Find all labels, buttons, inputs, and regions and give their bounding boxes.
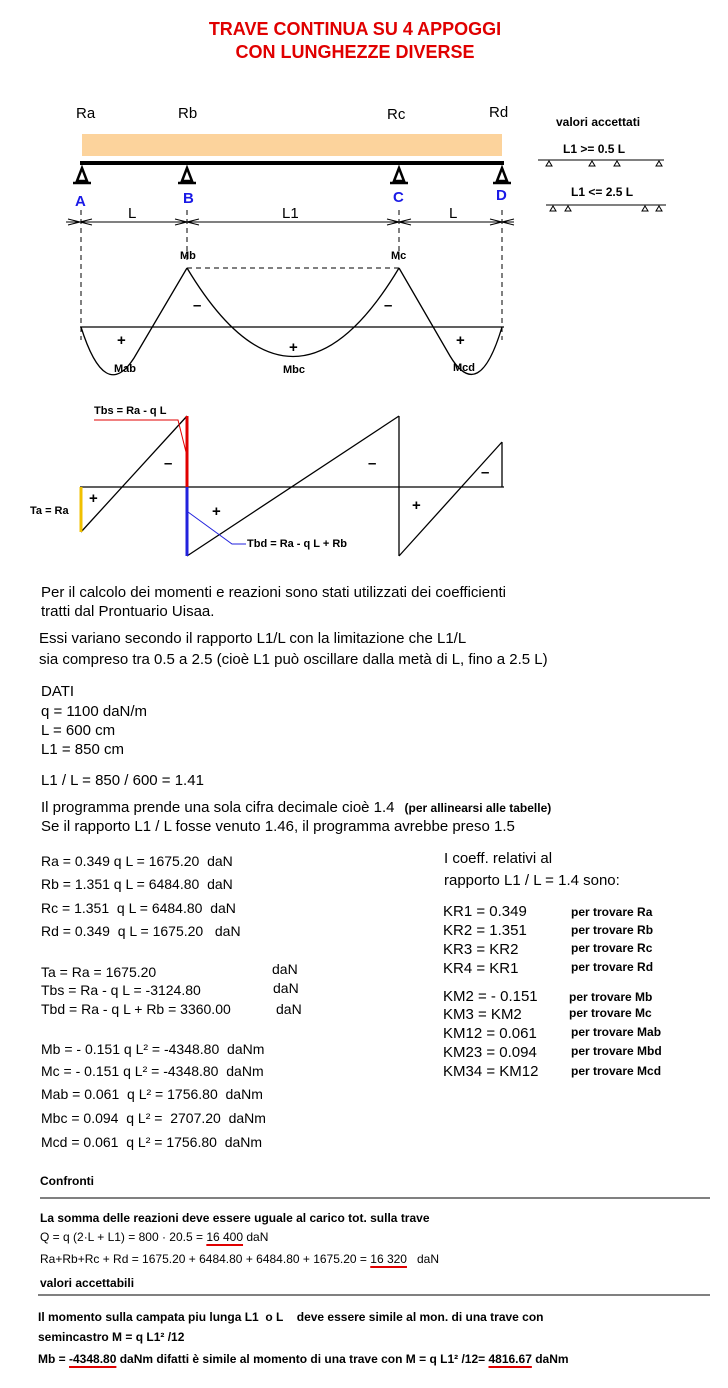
dati-l1: L1 = 850 cm [41, 741, 124, 758]
coeff-desc-km3: per trovare Mc [569, 1006, 652, 1020]
confronti-q-value: 16 400 [206, 1230, 244, 1244]
title-line-1: TRAVE CONTINUA SU 4 APPOGGI [208, 19, 502, 39]
confronti-r-line: Ra+Rb+Rc + Rd = 1675.20 + 6484.80 + 6484.80 + 1675.20 = 16 320 daN [40, 1252, 439, 1266]
reaction-row-ra: Ra = 0.349 q L = 1675.20 daN [41, 853, 233, 869]
dati-q: q = 1100 daN/m [41, 703, 148, 720]
intro-line-1: Per il calcolo dei momenti e reazioni sono stati utilizzati dei coefficienti [41, 584, 506, 601]
dati-l: L = 600 cm [41, 722, 116, 739]
coeff-name-kr2: KR2 = 1.351 [443, 922, 527, 939]
moment-row-mc: Mc = - 0.151 q L² = -4348.80 daNm [41, 1063, 264, 1079]
shear-line-ab [81, 416, 187, 532]
coeff-desc-km34: per trovare Mcd [571, 1064, 662, 1078]
moment-label-mbc: Mbc [283, 364, 305, 376]
moment-curve-cd [399, 268, 502, 374]
accepted-title: valori accettati [556, 115, 641, 129]
title-line-2: CON LUNGHEZZE DIVERSE [235, 42, 475, 62]
shear-label-tbd: Tbd = Ra - q L + Rb [247, 538, 348, 550]
coeff-desc-kr4: per trovare Rd [571, 960, 654, 974]
tbs-leader [94, 420, 186, 452]
node-label-c: C [393, 189, 404, 206]
span-label-l-1: L [128, 205, 137, 222]
span-label-l-2: L [449, 205, 458, 222]
confronti-ok: valori accettabili [40, 1276, 135, 1290]
node-label-d: D [496, 187, 507, 204]
shear-minus-ab: – [164, 455, 173, 472]
coeff-header-1: I coeff. relativi al [444, 850, 553, 867]
accepted-diagram-2 [546, 205, 666, 211]
confronti-mb-line: Mb = -4348.80 daNm difatti è simile al momento di una trave con M = q L1² /12= 4816.67 daNm [38, 1352, 569, 1366]
shear-row-ta-unit: daN [272, 961, 298, 977]
shear-row-tbs-unit: daN [273, 980, 299, 996]
dati-ratio: L1 / L = 850 / 600 = 1.41 [41, 772, 204, 789]
node-label-b: B [183, 190, 194, 207]
moment-label-mc: Mc [391, 250, 407, 262]
shear-row-tbd: Tbd = Ra - q L + Rb = 3360.00 [41, 1001, 231, 1017]
confronti-q-line: Q = q (2·L + L1) = 800 · 20.5 = 16 400 daN [40, 1230, 269, 1244]
shear-minus-bc: – [368, 455, 377, 472]
distributed-load [82, 134, 502, 156]
coeff-name-km34: KM34 = KM12 [443, 1063, 539, 1080]
shear-minus-cd: – [481, 464, 490, 481]
confronti-m12-value: 4816.67 [488, 1352, 532, 1366]
moment-row-mab: Mab = 0.061 q L² = 1756.80 daNm [41, 1086, 263, 1102]
coeff-name-km23: KM23 = 0.094 [443, 1044, 537, 1061]
intro-line-3: Essi variano secondo il rapporto L1/L con la limitazione che L1/L [39, 630, 467, 647]
moment-minus-c: – [384, 297, 393, 314]
moment-plus-ab: + [117, 332, 126, 349]
coeff-name-km12: KM12 = 0.061 [443, 1025, 537, 1042]
coeff-desc-kr1: per trovare Ra [571, 905, 653, 919]
support-d-icon [493, 168, 511, 183]
coeff-desc-km12: per trovare Mab [571, 1025, 662, 1039]
confronti-r-value: 16 320 [370, 1252, 407, 1266]
moment-plus-bc: + [289, 339, 298, 356]
accepted-rule-1: L1 >= 0.5 L [563, 142, 626, 156]
support-a-icon [73, 168, 91, 183]
coeff-name-km2: KM2 = - 0.151 [443, 988, 538, 1005]
coeff-desc-km2: per trovare Mb [569, 990, 653, 1004]
accepted-diagram-1 [538, 160, 664, 166]
confronti-m-line-1: Il momento sulla campata piu lunga L1 o L deve essere simile al mon. di una trave con [38, 1310, 544, 1324]
reaction-row-rb: Rb = 1.351 q L = 6484.80 daN [41, 876, 233, 892]
reaction-row-rd: Rd = 0.349 q L = 1675.20 daN [41, 923, 241, 939]
confronti-title: Confronti [40, 1174, 94, 1188]
accepted-rule-2: L1 <= 2.5 L [571, 185, 634, 199]
coeff-name-kr4: KR4 = KR1 [443, 960, 519, 977]
shear-row-tbs: Tbs = Ra - q L = -3124.80 [41, 982, 201, 998]
shear-row-ta: Ta = Ra = 1675.20 [41, 964, 157, 980]
intro-line-4: sia compreso tra 0.5 a 2.5 (cioè L1 può oscillare dalla metà di L, fino a 2.5 L) [39, 651, 548, 668]
coeff-header-2: rapporto L1 / L = 1.4 sono: [444, 872, 620, 889]
span-label-l1: L1 [282, 205, 299, 222]
shear-label-tbs: Tbs = Ra - q L [94, 405, 167, 417]
reaction-label-rb: Rb [178, 105, 198, 122]
moment-label-mb: Mb [180, 250, 196, 262]
confronti-mb-value: -4348.80 [69, 1352, 117, 1366]
moment-minus-b: – [193, 297, 202, 314]
moment-row-mb: Mb = - 0.151 q L² = -4348.80 daNm [41, 1041, 265, 1057]
dati-title: DATI [41, 683, 75, 700]
moment-row-mcd: Mcd = 0.061 q L² = 1756.80 daNm [41, 1134, 263, 1150]
dati-note-2: Se il rapporto L1 / L fosse venuto 1.46, il programma avrebbe preso 1.5 [41, 818, 515, 835]
reaction-row-rc: Rc = 1.351 q L = 6484.80 daN [41, 900, 236, 916]
reaction-label-rc: Rc [387, 106, 406, 123]
reaction-label-ra: Ra [76, 105, 96, 122]
reaction-label-rd: Rd [489, 104, 509, 121]
moment-plus-cd: + [456, 332, 465, 349]
coeff-desc-kr2: per trovare Rb [571, 923, 654, 937]
confronti-sum-line: La somma delle reazioni deve essere uguale al carico tot. sulla trave [40, 1211, 430, 1225]
intro-line-2: tratti dal Prontuario Uisaa. [41, 603, 215, 620]
coeff-name-kr1: KR1 = 0.349 [443, 903, 527, 920]
moment-label-mab: Mab [114, 363, 136, 375]
coeff-desc-kr3: per trovare Rc [571, 941, 653, 955]
confronti-m-line-2: semincastro M = q L1² /12 [38, 1330, 185, 1344]
coeff-name-km3: KM3 = KM2 [443, 1006, 522, 1023]
shear-plus-bc: + [212, 503, 221, 520]
moment-curve-ab [81, 268, 187, 375]
moment-row-mbc: Mbc = 0.094 q L² = 2707.20 daNm [41, 1110, 266, 1126]
shear-plus-ab: + [89, 490, 98, 507]
coeff-name-kr3: KR3 = KR2 [443, 941, 519, 958]
shear-row-tbd-unit: daN [276, 1001, 302, 1017]
dati-note-1-small: (per allinearsi alle tabelle) [404, 801, 552, 815]
guide-lines [81, 210, 502, 340]
shear-plus-cd: + [412, 497, 421, 514]
dati-note-1: Il programma prende una sola cifra decimale cioè 1.4 (per allinearsi alle tabelle) [41, 799, 552, 816]
support-b-icon [178, 168, 196, 183]
node-label-a: A [75, 193, 86, 210]
shear-label-ta: Ta = Ra [30, 505, 69, 517]
coeff-desc-km23: per trovare Mbd [571, 1044, 662, 1058]
support-c-icon [390, 168, 408, 183]
moment-label-mcd: Mcd [453, 362, 475, 374]
